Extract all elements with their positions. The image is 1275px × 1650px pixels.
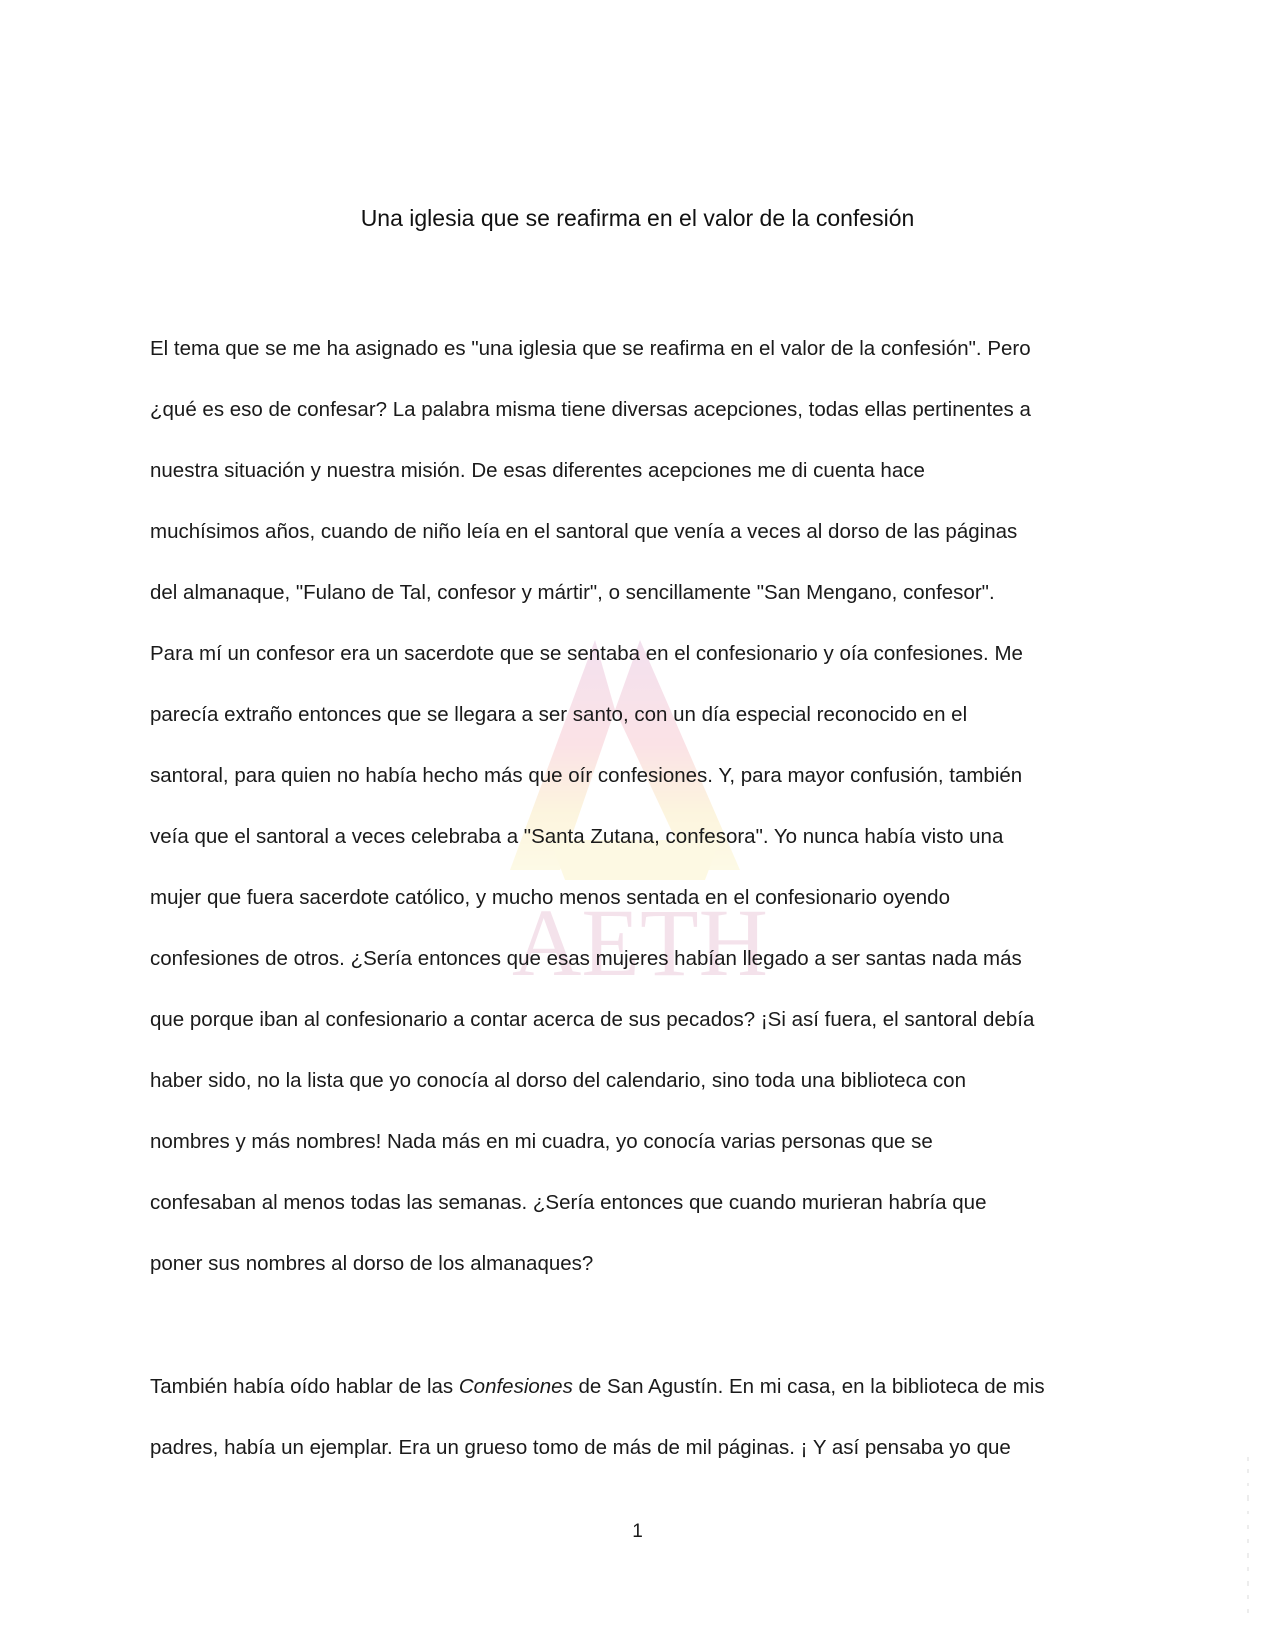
paragraph-line: poner sus nombres al dorso de los almanaques? <box>150 1252 594 1275</box>
document-title: Una iglesia que se reafirma en el valor de la confesión <box>360 205 915 231</box>
line-text: También había oído hablar de las <box>150 1375 459 1398</box>
paragraph-line: que porque iban al confesionario a contar acerca de sus pecados? ¡Si así fuera, el santoral debía <box>150 1008 1035 1031</box>
book-title-italic: Confesiones <box>458 1375 573 1398</box>
paragraph-line: padres, había un ejemplar. Era un grueso tomo de más de mil páginas. ¡ Y así pensaba yo que <box>150 1436 1011 1459</box>
paragraph-line: haber sido, no la lista que yo conocía al dorso del calendario, sino toda una biblioteca con <box>150 1069 966 1092</box>
paragraph-line: muchísimos años, cuando de niño leía en el santoral que venía a veces al dorso de las páginas <box>150 520 1018 543</box>
line-text: de San Agustín. En mi casa, en la biblioteca de mis <box>572 1375 1045 1398</box>
paragraph-2 <box>150 1372 1130 1494</box>
paragraph-line: veía que el santoral a veces celebraba a "Santa Zutana, confesora". Yo nunca había visto una <box>150 825 1004 848</box>
paragraph-1 <box>150 334 1130 1310</box>
paragraph-line: parecía extraño entonces que se llegara a ser santo, con un día especial reconocido en el <box>150 703 968 726</box>
watermark-text: AETH <box>512 889 768 996</box>
scan-edge-marks <box>1246 1455 1250 1625</box>
paragraph-line: Para mí un confesor era un sacerdote que se sentaba en el confesionario y oía confesiones. Me <box>150 642 1023 665</box>
paragraph-line: del almanaque, "Fulano de Tal, confesor y mártir", o sencillamente "San Mengano, confesor". <box>150 581 995 604</box>
paragraph-line: confesaban al menos todas las semanas. ¿Sería entonces que cuando murieran habría que <box>150 1191 987 1214</box>
paragraph-line: confesiones de otros. ¿Sería entonces que esas mujeres habían llegado a ser santas nada más <box>150 947 1022 970</box>
paragraph-line: mujer que fuera sacerdote católico, y mucho menos sentada en el confesionario oyendo <box>150 886 950 909</box>
page-number: 1 <box>632 1521 643 1542</box>
paragraph-line: nuestra situación y nuestra misión. De esas diferentes acepciones me di cuenta hace <box>150 459 925 482</box>
paragraph-line <box>150 1372 1130 1433</box>
paragraph-line: ¿qué es eso de confesar? La palabra misma tiene diversas acepciones, todas ellas pertinentes a <box>150 398 1031 421</box>
paragraph-line: El tema que se me ha asignado es "una iglesia que se reafirma en el valor de la confesión". Pero <box>150 337 1031 360</box>
paragraph-line: nombres y más nombres! Nada más en mi cuadra, yo conocía varias personas que se <box>150 1130 933 1153</box>
paragraph-line: santoral, para quien no había hecho más que oír confesiones. Y, para mayor confusión, también <box>150 764 1023 787</box>
